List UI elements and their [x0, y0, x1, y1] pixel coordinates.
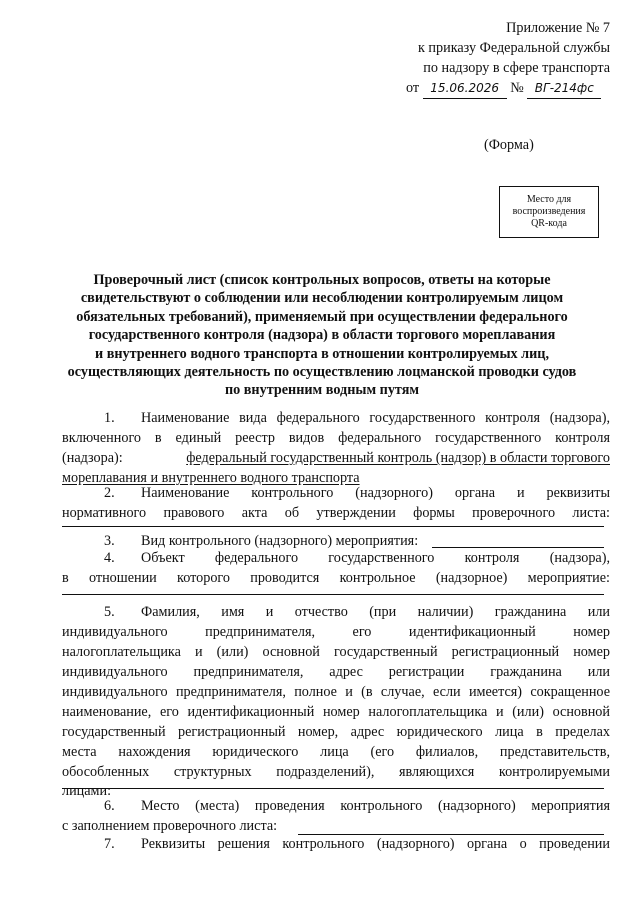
- item-5-line: индивидуального предпринимателя, полное и (в случае, если имеется) сокращенное: [62, 684, 610, 700]
- item-5-line: лицами:: [62, 783, 112, 799]
- item-1-control-type-cont: мореплавания и внутреннего водного транспорта: [62, 470, 360, 486]
- qr-box-line: воспроизведения: [512, 206, 586, 217]
- service-name: по надзору в сфере транспорта: [423, 60, 610, 76]
- order-number: ВГ-214фс: [527, 78, 601, 99]
- title-line: обязательных требований), применяемый при осуществлении федерального: [76, 308, 568, 325]
- item-5-line: индивидуального предпринимателя, адрес регистрации гражданина или: [62, 664, 610, 680]
- fill-in-line: [62, 526, 604, 527]
- item-5-line: места нахождения юридического лица (его филиалов, представительств,: [62, 744, 610, 760]
- item-2-number: 2.: [104, 485, 115, 501]
- item-5-line: Фамилия, имя и отчество (при наличии) гражданина или: [141, 604, 610, 620]
- title-line: государственного контроля (надзора) в области торгового мореплавания: [88, 327, 556, 344]
- appendix-number: Приложение № 7: [506, 20, 610, 36]
- document-title: [62, 271, 582, 400]
- item-1-line: [62, 448, 610, 468]
- item-4-number: 4.: [104, 550, 115, 566]
- item-3-line: Вид контрольного (надзорного) мероприятия:: [141, 533, 419, 549]
- qr-code-placeholder: [499, 186, 599, 238]
- item-1-line: Наименование вида федерального государственного контроля (надзора),: [141, 410, 610, 426]
- title-line: и внутреннего водного транспорта в отношении контролируемых лиц,: [94, 345, 550, 362]
- item-6-number: 6.: [104, 798, 115, 814]
- item-6-line: Место (места) проведения контрольного (надзорного) мероприятия: [141, 798, 610, 814]
- item-1-control-type: федеральный государственный контроль (надзор) в области торгового: [186, 450, 610, 466]
- item-4-line: Объект федерального государственного контроля (надзора),: [141, 550, 610, 566]
- number-sign: №: [510, 80, 524, 96]
- item-2-line: нормативного правового акта об утверждении формы проверочного листа:: [62, 505, 610, 521]
- item-7-line: Реквизиты решения контрольного (надзорного) органа о проведении: [141, 836, 610, 852]
- item-1-prefix: (надзора):: [62, 450, 123, 466]
- fill-in-line: [62, 788, 604, 789]
- item-6-line: с заполнением проверочного листа:: [62, 818, 278, 834]
- item-5-line: обособленных структурных подразделений), являющихся контролируемыми: [62, 764, 610, 780]
- order-date: 15.06.2026: [423, 78, 507, 99]
- order-date-line: [406, 78, 611, 98]
- item-5-number: 5.: [104, 604, 115, 620]
- item-4-line: в отношении которого проводится контрольное (надзорное) мероприятие:: [62, 570, 610, 586]
- title-line: осуществляющих деятельность по осуществлению лоцманской проводки судов: [67, 364, 577, 381]
- qr-box-line: Место для: [526, 194, 572, 205]
- item-5-line: государственный регистрационный номер, адрес юридического лица в пределах: [62, 724, 610, 740]
- title-line: Проверочный лист (список контрольных вопросов, ответы на которые: [93, 272, 551, 288]
- item-1-number: 1.: [104, 410, 115, 426]
- order-reference: к приказу Федеральной службы: [417, 40, 610, 56]
- item-1-line: включенного в единый реестр видов федерального государственного контроля: [62, 430, 610, 446]
- fill-in-line: [62, 594, 604, 595]
- qr-box-line: QR-кода: [531, 218, 567, 229]
- form-label: (Форма): [484, 137, 534, 153]
- item-5-line: индивидуального предпринимателя, его идентификационный номер: [62, 624, 610, 640]
- ot-label: от: [406, 80, 420, 96]
- item-5-line: налогоплательщика и (или) основной государственный регистрационный номер: [62, 644, 610, 660]
- item-5-line: наименование, его идентификационный номер налогоплательщика и (или) основной: [62, 704, 610, 720]
- title-line: по внутренним водным путям: [224, 382, 420, 399]
- item-7-number: 7.: [104, 836, 115, 852]
- title-line: свидетельствуют о соблюдении или несоблюдении контролируемым лицом: [80, 290, 564, 307]
- item-2-line: Наименование контрольного (надзорного) органа и реквизиты: [141, 485, 610, 501]
- item-3-number: 3.: [104, 533, 115, 549]
